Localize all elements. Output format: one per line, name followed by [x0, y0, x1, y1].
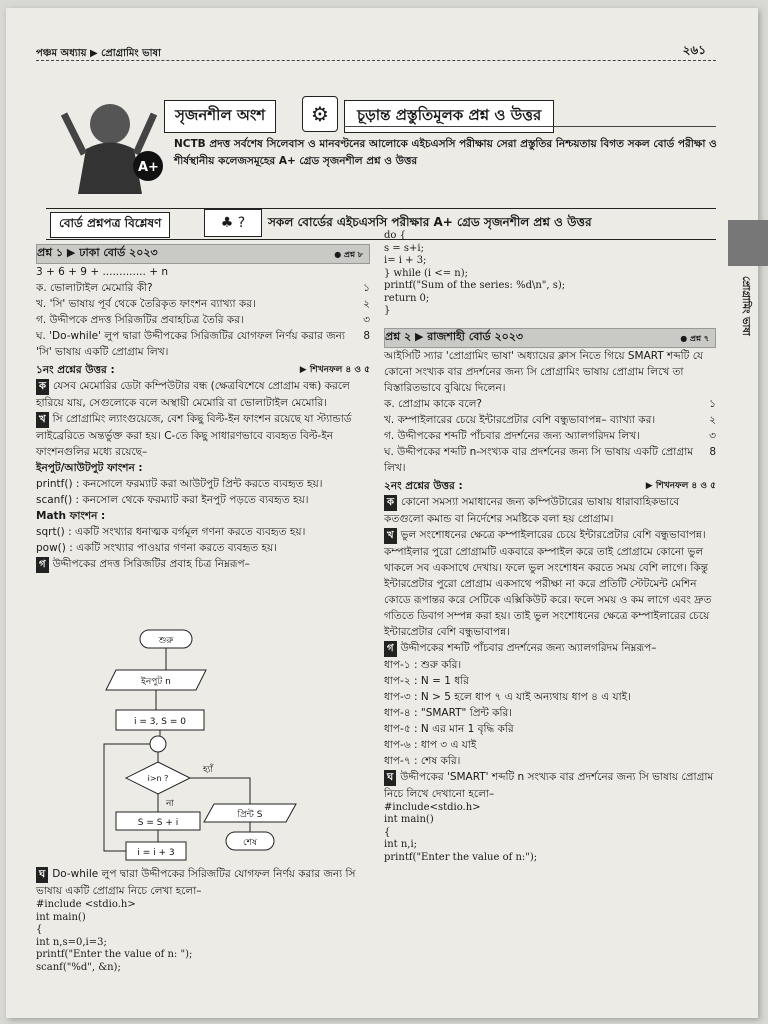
q1-header [36, 244, 370, 264]
q2-header [384, 328, 716, 348]
tree-question-icon: ♣ ? [204, 209, 262, 237]
section-label: সৃজনশীল অংশ [164, 100, 276, 133]
head-gear-icon: ⚙ [302, 96, 338, 132]
flow-print-label: প্রিন্ট S [237, 810, 263, 820]
answer-text: ভুল সংশোধনের ক্ষেত্রে কম্পাইলারের চেয়ে ইন্টারপ্রেটার বেশি বন্ধুভাবাপন্ন। কম্পাইলার পুরো প্রোগ্রামটি একবারে কম্পাইল করে তাই প্রোগ্রামে কোনো ভুল থাকলে সব একসাথে দেখায়। ফলে ভুল সংশোধন করতে সময় বেশি লাগে। কিন্তু ইন্টারপ্রেটার পুরো প্রোগ্রাম একসাথে পরীক্ষা না করে প্রতিটি স্টেটমেন্ট মেশিন কোডে রূপান্তর করে সেটিকে এক্সিকিউট করে। ফলে সময় ও কম লাগে এবং দ্রুত গতিতে ডিবাগ সম্পন্ন করা হয়। তাই ভুল সংশোধনের ক্ষেত্রে কম্পাইলারের চেয়ে ইন্টারপ্রেটার বেশি বন্ধুভাবাপন্ন। [384, 528, 712, 638]
q2-item [384, 412, 716, 428]
mark-gh: ঘ [36, 867, 48, 883]
mark-k: ক [384, 495, 397, 511]
q2-answer-badge: ▶ শিখনফল ৪ ও ৫ [645, 480, 716, 491]
side-tab-label: প্রোগ্রামিং ভাষা [740, 276, 751, 336]
flow-yes-label: হ্যাঁ [203, 765, 213, 775]
mark-k: ক [36, 379, 49, 395]
q1-answer-kh [36, 411, 370, 460]
section-title: চূড়ান্ত প্রস্তুতিমূলক প্রশ্ন ও উত্তর [344, 100, 554, 133]
q1-answer-head [36, 362, 370, 378]
right-column [384, 230, 716, 864]
algo-step: ধাপ-৪ : "SMART" প্রিন্ট করি। [384, 706, 513, 719]
q2-answer-title: ২নং প্রশ্নের উত্তর : [384, 479, 463, 492]
q2-item [384, 444, 716, 476]
side-tab [728, 220, 768, 266]
answer-text: উদ্দীপকের শব্দটি পাঁচবার প্রদর্শনের জন্য অ্যালগরিদম নিম্নরূপ– [400, 641, 657, 654]
q2-answer-g [384, 640, 716, 657]
mark-gh: ঘ [384, 770, 396, 786]
q2-answer-kh [384, 527, 716, 640]
q2-item-text: গ. উদ্দীপকের শব্দটি পাঁচবার প্রদর্শনের জন্য অ্যালগরিদম লিখ। [384, 429, 640, 442]
q1-code-part2: do { s = s+i; i= i + 3; } while (i <= n); printf("Sum of the series: %d\n", s); return 0; } [384, 230, 566, 316]
flow-connector [150, 736, 166, 752]
q1-item-text: গ. উদ্দীপকে প্রদত্ত সিরিজটির প্রবাহচিত্র তৈরি কর। [36, 314, 244, 326]
q1-item [36, 296, 370, 312]
scanf-line: scanf() : কনসোল থেকে ফরম্যাট করা ইনপুট পড়তে ব্যবহৃত হয়। [36, 494, 309, 506]
q1-title: প্রশ্ন ১ ▶ ঢাকা বোর্ড ২০২৩ [37, 246, 158, 259]
left-column [36, 244, 370, 573]
q2-item-mark: ১ [709, 397, 716, 410]
math-heading: Math ফাংশন : [36, 510, 106, 522]
q1-item [36, 280, 370, 296]
q2-answer-gh [384, 769, 716, 802]
q2-item-text: খ. কম্পাইলারের চেয়ে ইন্টারপ্রেটার বেশি বন্ধুভাবাপন্ন– ব্যাখ্যা কর। [384, 413, 656, 426]
mark-g: গ [36, 557, 49, 573]
page-number: ২৬১ [682, 43, 706, 57]
algo-step: ধাপ-২ : N = 1 ধরি [384, 674, 469, 687]
q2-item [384, 428, 716, 444]
q1-answer-badge: ▶ শিখনফল ৪ ও ৫ [299, 365, 370, 375]
q1-code-part1: #include <stdio.h> int main() { int n,s=0,i=3; printf("Enter the value of n: "); scanf("%d", &n); [36, 899, 193, 973]
q2-code: #include<stdio.h> int main() { int n,i; printf("Enter the value of n:"); [384, 801, 538, 863]
banner-rule [344, 126, 716, 127]
q2-item-text: ঘ. উদ্দীপকের শব্দটি n-সংখ্যক বার প্রদর্শনের জন্য সি ভাষায় একটি প্রোগ্রাম লিখ। [384, 445, 694, 474]
q1-item [36, 312, 370, 328]
flow-init-label: i = 3, S = 0 [134, 717, 186, 727]
q1-series: 3 + 6 + 9 + ............. + n [36, 266, 168, 278]
mark-g: গ [384, 641, 397, 657]
flowchart [90, 626, 310, 866]
answer-text: সি প্রোগ্রামিং ল্যাংগুয়েজে, বেশ কিছু বিল্ট-ইন ফাংশন রয়েছে যা স্ট্যান্ডার্ড লাইব্রেরিতে অন্তর্ভুক্ত করা হয়। C-তে কিছু সাধারণভাবে ব্যবহৃত বিল্ট-ইন ফাংশনগুলির মধ্যে রয়েছে– [36, 413, 352, 458]
answer-text: উদ্দীপকের 'SMART' শব্দটি n সংখ্যক বার প্রদর্শনের জন্য সি ভাষায় প্রোগ্রাম নিচে লিখে দেখানো হলো– [384, 770, 714, 800]
sqrt-line: sqrt() : একটি সংখ্যার ধনাত্মক বর্গমূল গণনা করতে ব্যবহৃত হয়। [36, 526, 306, 538]
pow-line: pow() : একটি সংখ্যার পাওয়ার গণনা করতে ব্যবহৃত হয়। [36, 542, 277, 554]
aplus-badge: A+ [138, 160, 159, 175]
q1-item-mark: ২ [363, 298, 370, 310]
q2-item-mark: 8 [709, 445, 716, 458]
answer-text: কোনো সমস্যা সমাধানের জন্য কম্পিউটারের ভাষায় ধারাবাহিকভাবে কতগুলো কমান্ড বা নির্দেশের সমষ্টিকে বলা হয় প্রোগ্রাম। [384, 495, 680, 525]
q2-answer-head [384, 478, 716, 494]
q1-answer-g [36, 556, 370, 573]
flow-decision-label: i>n ? [147, 774, 169, 783]
header-rule [36, 60, 716, 61]
answer-text: উদ্দীপকের প্রদত্ত সিরিজটির প্রবাহ চিত্র নিম্নরূপ– [52, 558, 250, 570]
q2-title: প্রশ্ন ২ ▶ রাজশাহী বোর্ড ২০২৩ [385, 329, 524, 343]
flow-input-label: ইনপুট n [141, 677, 171, 687]
q1-answer-gh [36, 866, 370, 899]
flow-inc-label: i = i + 3 [137, 848, 175, 858]
analysis-tag: বোর্ড প্রশ্নপত্র বিশ্লেষণ [50, 212, 170, 238]
flow-end-label: শেষ [243, 838, 257, 848]
q1-item [36, 328, 370, 360]
q1-item-text: খ. 'সি' ভাষায় পূর্ব থেকে তৈরিকৃত ফাংশন ব্যাখ্যা কর। [36, 298, 256, 310]
io-heading: ইনপুট/আউটপুট ফাংশন : [36, 462, 143, 474]
student-illustration [50, 94, 168, 194]
q2-answer-k [384, 494, 716, 527]
q2-badge: ● প্রশ্ন ৭ [680, 333, 709, 343]
algo-step: ধাপ-১ : শুরু করি। [384, 658, 462, 671]
algo-step: ধাপ-৭ : শেষ করি। [384, 754, 461, 767]
printf-line: printf() : কনসোলে ফরম্যাট করা আউটপুট প্রিন্ট করতে ব্যবহৃত হয়। [36, 478, 323, 490]
q1-item-text: ক. ভোলাটাইল মেমোরি কী? [36, 282, 153, 294]
q1-item-mark: ৩ [363, 314, 370, 326]
chapter-header: পঞ্চম অধ্যায় ▶ প্রোগ্রামিং ভাষা [36, 48, 161, 59]
algo-step: ধাপ-৩ : N > 5 হলে ধাপ ৭ এ যাই অন্যথায় ধাপ ৪ এ যাই। [384, 690, 631, 703]
q1-item-mark: ১ [363, 282, 370, 294]
analysis-text: সকল বোর্ডের এইচএসসি পরীক্ষার A+ গ্রেড সৃজনশীল প্রশ্ন ও উত্তর [268, 215, 592, 229]
mark-kh: খ [36, 412, 49, 428]
algo-step: ধাপ-৬ : ধাপ ৩ এ যাই [384, 738, 477, 751]
q1-badge: ● প্রশ্ন ৮ [334, 250, 363, 259]
q2-item-text: ক. প্রোগ্রাম কাকে বলে? [384, 397, 482, 410]
answer-text: যেসব মেমোরির ডেটা কম্পিউটার বন্ধ (ক্ষেত্রবিশেষে প্রোগ্রাম বন্ধ) করলে হারিয়ে যায়, সেগুলোকে বলে অস্থায়ী মেমোরি বা ভোলাটাইল মেমোরি। [36, 380, 350, 409]
flow-start-label: শুরু [158, 636, 174, 646]
book-page [6, 8, 758, 1018]
q1-answer-title: ১নং প্রশ্নের উত্তর : [36, 364, 115, 376]
q1-item-mark: 8 [363, 330, 370, 342]
q2-item-mark: ২ [709, 413, 716, 426]
flow-no-label: না [166, 799, 174, 809]
left-column-bottom [36, 866, 370, 974]
mark-kh: খ [384, 528, 397, 544]
q1-item-text: ঘ. 'Do-while' লুপ দ্বারা উদ্দীপকের সিরিজটির যোগফল নির্ণয় করার জন্য 'সি' ভাষায় একটি প্রোগ্রাম লিখ। [36, 330, 345, 358]
q2-item-mark: ৩ [709, 429, 716, 442]
q2-stem: আইসিটি স্যার 'প্রোগ্রামিং ভাষা' অধ্যায়ের ক্লাস নিতে গিয়ে SMART শব্দটি যে কোনো সংখ্যক বার প্রদর্শনের জন্য সি প্রোগ্রামিং ভাষায় প্রোগ্রাম লিখে তা বিস্তারিতভাবে বুঝিয়ে দিলেন। [384, 349, 704, 394]
q1-answer-k [36, 378, 370, 411]
flow-sum-label: S = S + i [137, 818, 179, 828]
q2-item [384, 396, 716, 412]
algo-step: ধাপ-৫ : N এর মান 1 বৃদ্ধি করি [384, 722, 514, 735]
answer-text: Do-while লুপ দ্বারা উদ্দীপকের সিরিজটির যোগফল নির্ণয় করার জন্য সি ভাষায় একটি প্রোগ্রাম নিচে লেখা হলো– [36, 868, 356, 897]
intro-text: NCTB প্রদত্ত সর্বশেষ সিলেবাস ও মানবণ্টনের আলোকে এইচএসসি পরীক্ষায় সেরা প্রস্তুতির নিশ্চয়তায় বিগত সকল বোর্ড পরীক্ষা ও শীর্ষস্থানীয় কলেজসমূহের A+ গ্রেড সৃজনশীল প্রশ্ন ও উত্তর [174, 138, 717, 167]
